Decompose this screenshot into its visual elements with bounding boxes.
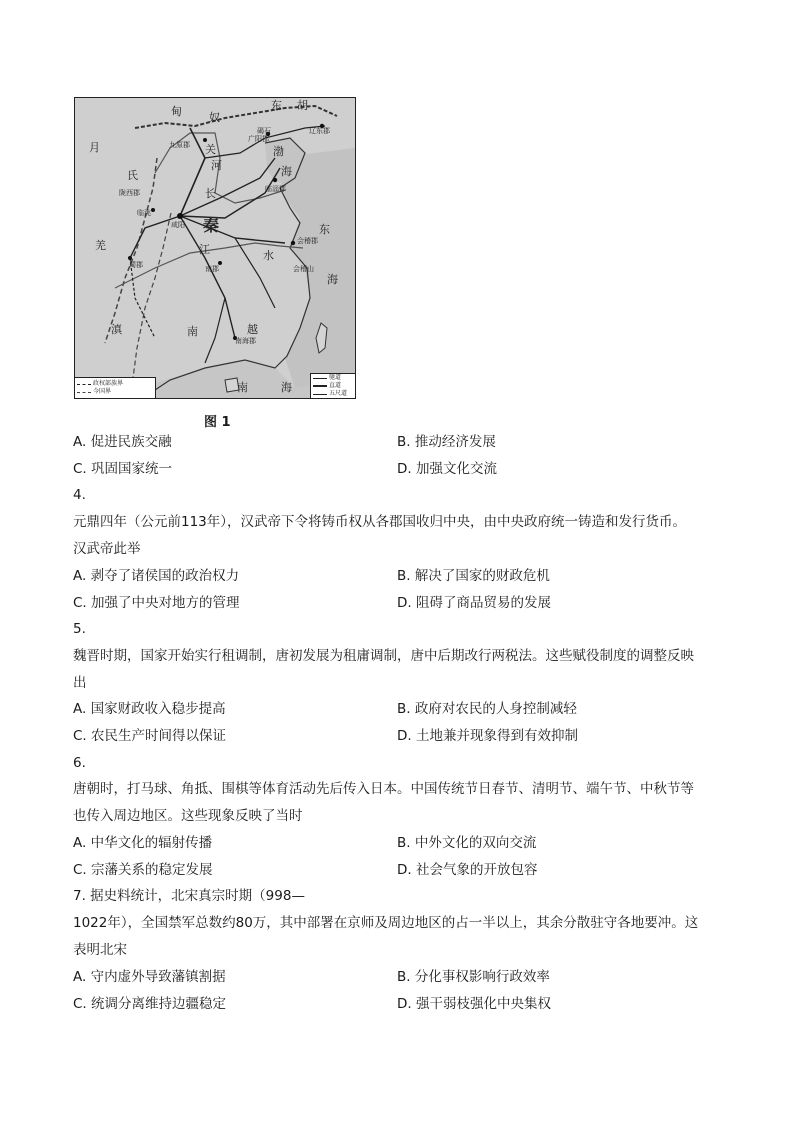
map-label-nan2: 南 [237, 381, 248, 394]
map-label-nu: 奴 [209, 111, 220, 124]
q6-stem-line1: 唐朝时，打马球、角抵、围棋等体育活动先后传入日本。中国传统节日春节、清明节、端午节、中秋节等 [73, 781, 694, 797]
q7-stem-line3: 表明北宋 [73, 942, 127, 958]
legend-chidao-line [313, 378, 327, 379]
q5-number: 5. [73, 621, 86, 637]
legend-dashdot-line [77, 392, 91, 393]
map-label-hai: 海 [281, 381, 292, 394]
map-label-kuaijishan: 会稽山 [293, 265, 314, 273]
map-label-chang: 长 [205, 187, 216, 200]
q5-option-b: B. 政府对农民的人身控制减轻 [397, 701, 577, 717]
q4-stem-line1: 元鼎四年（公元前113年），汉武帝下令将铸币权从各郡国收归中央，由中央政府统一铸造和发行货币。 [73, 514, 687, 530]
map-legend-roads [310, 373, 355, 398]
q7-stem-line2: 1022年），全国禁军总数约80万，其中部署在京师及周边地区的占一半以上，其余分散驻守各地要冲。这 [73, 915, 699, 931]
q3-option-d: D. 加强文化交流 [397, 461, 497, 477]
q7-option-c: C. 统调分离维持边疆稳定 [73, 996, 227, 1012]
map-label-yue2: 越 [247, 323, 258, 336]
map-label-hai3: 海 [281, 165, 292, 178]
q5-stem-line1: 魏晋时期，国家开始实行租调制，唐初发展为租庸调制，唐中后期改行两税法。这些赋役制度的调整反映 [73, 648, 694, 664]
map-label-dong: 东 [271, 99, 282, 112]
map-label-shui: 水 [263, 249, 274, 262]
map-label-longxi: 陇西郡 [119, 189, 140, 197]
q4-option-d: D. 阻碍了商品贸易的发展 [397, 595, 551, 611]
map-label-jiuyuan: 九原郡 [169, 141, 190, 149]
q6-stem-line2: 也传入周边地区。这些现象反映了当时 [73, 808, 303, 824]
q7-option-a: A. 守内虚外导致藩镇割据 [73, 969, 226, 985]
q4-option-c: C. 加强了中央对地方的管理 [73, 595, 240, 611]
figure-caption: 图 1 [204, 415, 231, 430]
map-label-nanhai: 南海郡 [235, 337, 256, 345]
q6-number: 6. [73, 755, 86, 771]
legend-wuchi-label: 五尺道 [329, 390, 348, 397]
q6-option-d: D. 社会气象的开放包容 [397, 862, 538, 878]
map-label-bo: 渤 [273, 145, 284, 158]
legend-border-label: 今国界 [93, 388, 112, 395]
map-label-liaodong: 辽东郡 [309, 127, 330, 135]
map-label-hu: 胡 [297, 99, 308, 112]
legend-zhidao-label: 直道 [329, 382, 342, 389]
map-label-guan: 关 [205, 143, 216, 156]
q5-option-d: D. 土地兼并现象得到有效抑制 [397, 728, 578, 744]
map-label-he: 河 [211, 159, 222, 172]
q6-option-c: C. 宗藩关系的稳定发展 [73, 862, 213, 878]
map-label-nanjun: 南郡 [205, 265, 219, 273]
legend-wuchi-line [313, 394, 327, 395]
map-label-linzi: 临淄郡 [265, 185, 286, 193]
q7-option-b: B. 分化事权影响行政效率 [397, 969, 550, 985]
map-label-dian: 甸 [171, 105, 182, 118]
q3-option-a: A. 促进民族交融 [73, 434, 172, 450]
map-label-hai2: 海 [327, 273, 338, 286]
map-label-jiang: 江 [199, 243, 210, 256]
q4-option-a: A. 剥夺了诸侯国的政治权力 [73, 568, 240, 584]
q4-option-b: B. 解决了国家的财政危机 [397, 568, 550, 584]
map-label-nan: 南 [187, 325, 198, 338]
map-label-qin: 秦 [203, 216, 220, 235]
q6-option-a: A. 中华文化的辐射传播 [73, 835, 213, 851]
map-label-shujun: 蜀郡 [129, 261, 143, 269]
map-label-kuaiji: 会稽郡 [297, 237, 318, 245]
q7-stem-line1: 7. 据史料统计，北宋真宗时期（998— [73, 888, 305, 904]
map-label-jieshi: 碣石 [257, 127, 271, 135]
map-label-dian2: 滇 [111, 323, 122, 336]
legend-boundary-label: 政权部族界 [93, 380, 124, 387]
q5-stem-line2: 出 [73, 675, 87, 691]
map-label-shi: 氏 [127, 169, 138, 182]
q5-option-c: C. 农民生产时间得以保证 [73, 728, 227, 744]
legend-zhidao-line [313, 385, 327, 387]
map-label-guangyang: 广阳郡 [248, 135, 269, 143]
q6-option-b: B. 中外文化的双向交流 [397, 835, 537, 851]
legend-dash-line [77, 384, 91, 385]
q4-stem-line2: 汉武帝此举 [73, 541, 141, 557]
q7-option-d: D. 强干弱枝强化中央集权 [397, 996, 551, 1012]
q3-option-c: C. 巩固国家统一 [73, 461, 173, 477]
map-label-yue: 月 [89, 141, 100, 154]
xianyang-marker [177, 213, 183, 219]
legend-chidao-label: 驰道 [329, 374, 342, 381]
map-label-qiang: 羌 [95, 239, 106, 252]
map-label-lintao: 临洮 [137, 209, 151, 217]
map-legend-boundaries [75, 377, 156, 398]
map-label-dong-sea: 东 [319, 223, 330, 236]
map-label-xianyang: 咸阳 [171, 221, 185, 229]
q5-option-a: A. 国家财政收入稳步提高 [73, 701, 226, 717]
q4-number: 4. [73, 487, 86, 503]
q3-option-b: B. 推动经济发展 [397, 434, 496, 450]
qin-roads-map [74, 97, 356, 399]
